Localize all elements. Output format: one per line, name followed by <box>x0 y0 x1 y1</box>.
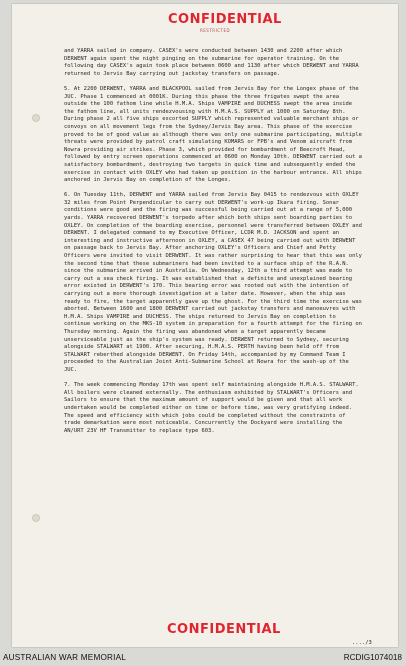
document-page <box>12 4 398 647</box>
paragraph-text: and YARRA sailed in company. CASEX's were conducted between 1430 and 2200 after which DERWENT again spent the night pinging on the submarine for operator training. On the following day CASEX's again took place between 0600 and 1130 after which DERWENT and YARRA returned to Jervis Bay carrying out jackstay transfers on passage. <box>64 48 359 77</box>
paragraph-text: The week commencing Monday 17th was spent self maintaining alongside H.M.A.S. STALWART. All boilers were cleaned externally. The enthusiasm exhibited by STALWART's Officers and Sailors to ensure that the maximum amount of support would be given and that all work undertaken would be completed either on time or before time, was very gratifying indeed. The speed and efficiency with which jobs could be completed without the constraints of trade demarkation were most noticeable. Concurrently the Dockyard were installing the AN/URT 23V HF Transmitter to replace type 603. <box>64 382 359 434</box>
page-reference: ..../3 <box>352 640 372 646</box>
record-id: RCDIG1074018 <box>343 653 402 662</box>
paragraph-number: 6. <box>64 192 71 199</box>
paragraph-text: At 2200 DERWENT, YARRA and BLACKPOOL sailed from Jervis Bay for the Longex phase of the JUC. Phase 1 commenced at 0001K. During this phase the three frigates swept the area outside the 100 fathom line while H.M.A. Ships VAMPIRE and DUCHESS swept the area inside the fathom line, all units rendezvousing with H.M.A.S. SUPPLY at 1000 on Saturday 8th. During phase 2 all five ships escorted SUPPLY which represented valuable merchant ships or convoys on all movement legs from the Sydney/Jervis Bay area. This phase of the exercise proved to be of good value as although there was only one submarine participating, multiple threats were provided by patrol craft simulating KOMARS or FPB's and Venom aircraft from Nowra providing air strikes. Phase 3, which provided for bombardment of Beecroft Head, followed by entry screen operations commenced at 0600 on Monday 10th. DERWENT carried out a satisfactory bombardment, destroying two targets in quick time and subsequently ended the exercise in contact with OXLEY who had taken up position in the harbour entrance. All ships anchored in Jervis Bay on completion of the Longex. <box>64 85 362 184</box>
paragraph <box>64 48 364 78</box>
document-body <box>64 48 364 443</box>
paragraph-number: 5. <box>64 85 71 92</box>
paragraph-text: On Tuesday 11th, DERWENT and YARRA sailed from Jervis Bay 0415 to rendezvous with OXLEY 32 miles from Point Perpendicular to carry out DERWENT's work-up Ikara firing. Sonar conditions were good and the firing was successful being carried out at a range of 5,000 yards. YARRA recovered DERWENT's torpedo after which both ships sent boarding parties to OXLEY. On completion of the boarding exercise, personnel were transferred between OXLEY and DERWENT. I delegated command to my Executive Officer, LCDR M.D. JACKSON and spent an interesting and instructive afternoon in OXLEY, a CASEX 47 being carried out with DERWENT on passage back to Jervis Bay. After anchoring OXLEY's Officers and Chief and Petty Officers were invited to visit DERWENT. It was rather surprising to hear that this was only the second time that these submariners had been invited to a surface ship of the R.A.N. since the submarine arrived in Australia. On Wednesday, 12th a third attempt was made to carry out a sea check firing. It was established that a definite and unexplained bearing error existed in DERWENT's 170. This bearing error was rooted out with the intention of carrying out a more thorough investigation at a later date. However, when the ship was ready to fire, the target apparently gave up the ghost. For the third time the exercise was aborted. Between 1600 and 1800 DERWENT carried out jackstay transfers and manoeuvres with H.M.A. Ships VAMPIRE and DUCHESS. The ships returned to Jervis Bay on completion to continue working on the MKS-10 system in preparation for a fourth attempt for the firing on Thursday morning. Again the firing was abandoned when a target apparently became unserviceable just as the ship's system was ready. DERWENT returned to Sydney, securing alongside STALWART at 1900. After securing, H.M.A.S. PERTH having been held off from STALWART reberthed alongside DERWENT. On Friday 14th, accompanied by my Command Team I proceeded to the Australian Joint Anti-Submarine School at Nowra for the wash-up of the JUC. <box>64 192 362 373</box>
punch-hole <box>32 514 40 522</box>
classification-stamp-top: CONFIDENTIAL <box>168 12 282 27</box>
paragraph <box>64 192 364 374</box>
punch-hole <box>32 114 40 122</box>
paragraph-number: 7. <box>64 382 71 389</box>
classification-stamp-bottom: CONFIDENTIAL <box>167 622 281 637</box>
paragraph <box>64 86 364 185</box>
archive-footer <box>0 652 406 666</box>
paragraph <box>64 382 364 435</box>
classification-substamp: RESTRICTED <box>200 28 231 33</box>
archive-name: AUSTRALIAN WAR MEMORIAL <box>3 653 127 662</box>
